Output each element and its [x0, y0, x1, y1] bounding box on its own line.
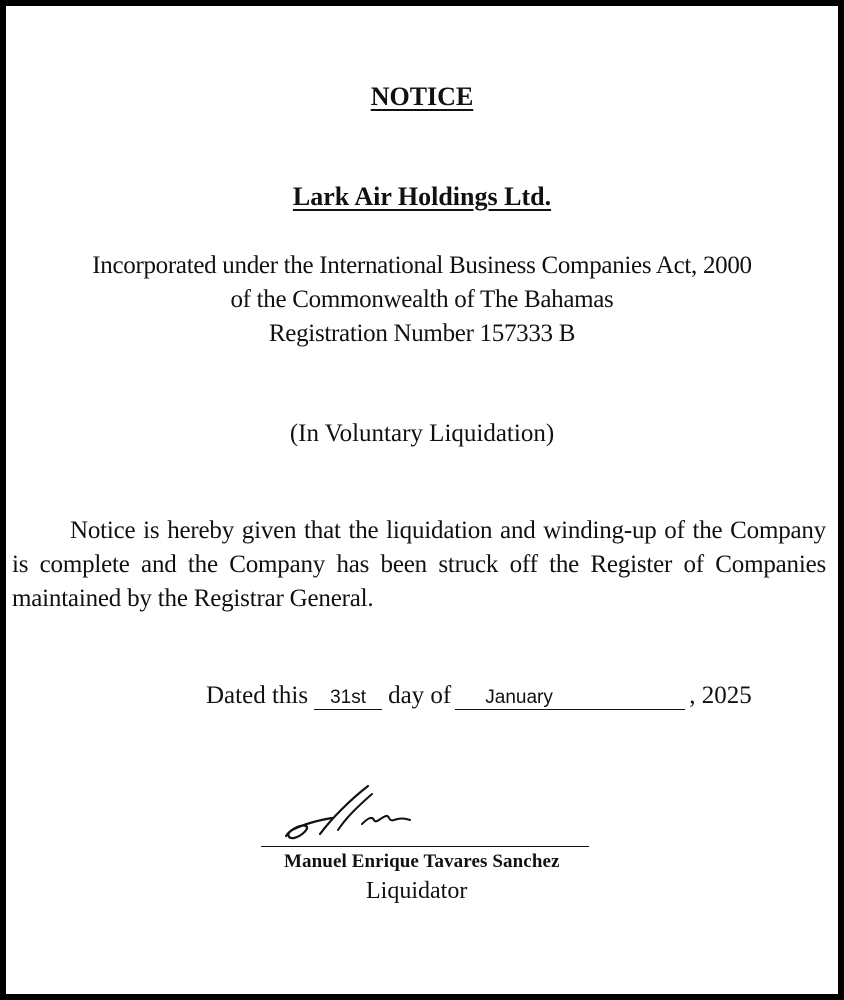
registration-number-line: Registration Number 157333 B — [268, 320, 576, 347]
incorporation-line-1: Incorporated under the International Business Companies Act, 2000 — [92, 252, 752, 279]
dated-prefix: Dated this — [206, 682, 309, 709]
notice-title: NOTICE — [370, 82, 474, 111]
liquidation-status: (In Voluntary Liquidation) — [289, 420, 555, 447]
signature-line — [261, 846, 589, 847]
notice-body: Notice is hereby given that the liquidation and winding-up of the Company is complete and the Company has been struck off the Register of Companies maintained by the Registrar General. — [12, 517, 826, 612]
dated-mid: day of — [388, 682, 452, 709]
dated-line — [206, 682, 752, 710]
signer-role: Liquidator — [366, 878, 468, 904]
signer-name: Manuel Enrique Tavares Sanchez — [284, 851, 560, 872]
incorporation-line-2: of the Commonwealth of The Bahamas — [230, 286, 614, 313]
notice-page — [6, 6, 838, 994]
dated-day-field: 31st — [314, 687, 382, 710]
company-name: Lark Air Holdings Ltd. — [292, 182, 552, 211]
handwritten-signature — [276, 778, 436, 848]
dated-year: , 2025 — [689, 682, 752, 709]
dated-month-field: January — [455, 687, 685, 710]
